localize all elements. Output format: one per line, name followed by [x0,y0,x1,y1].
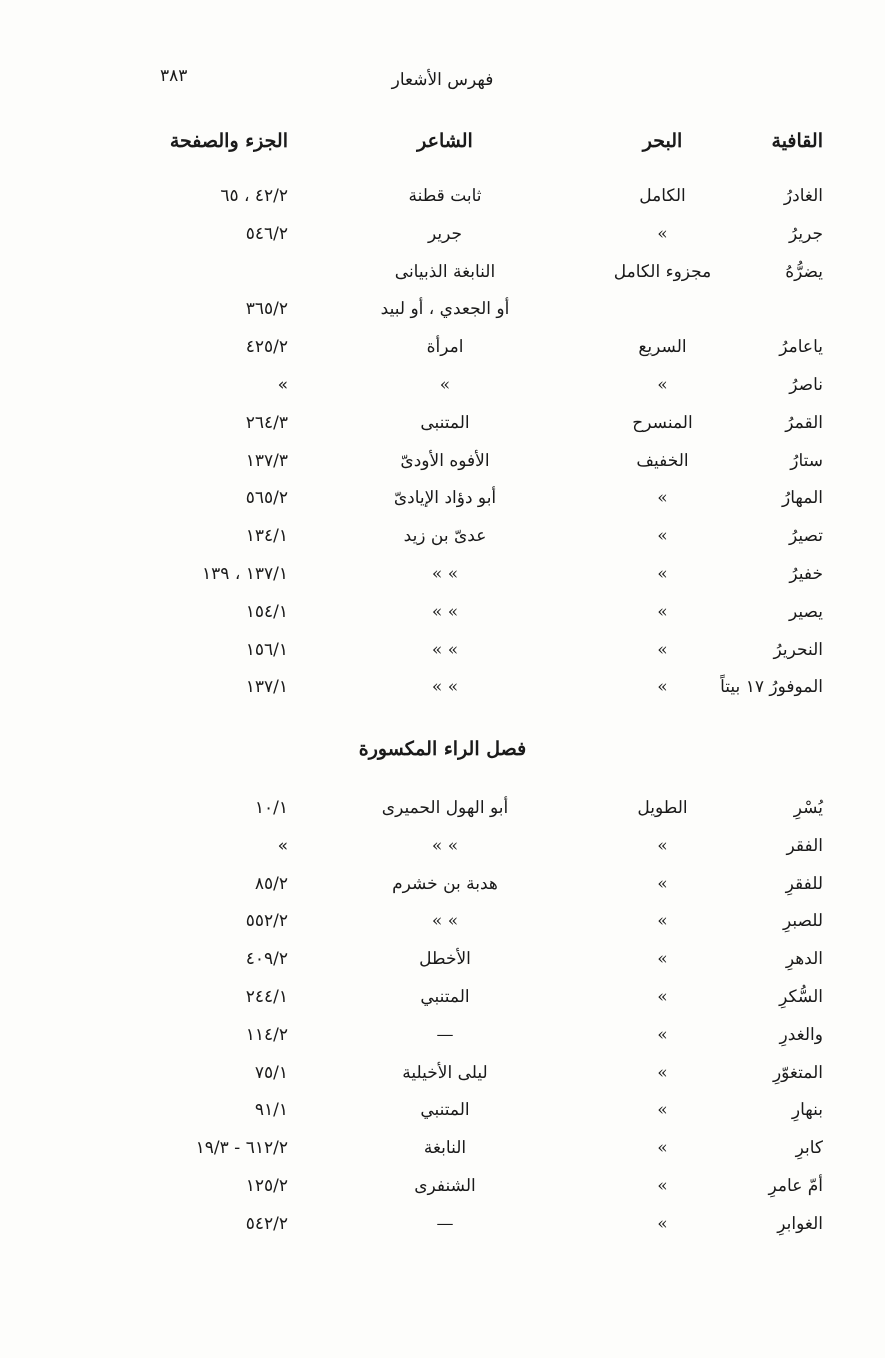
juz-cell: ٤٢٥/٢ [245,337,288,358]
table-row [0,488,885,518]
table-row [0,1063,885,1093]
qafia-cell: الغادرُ [783,186,823,206]
table-row [0,224,885,254]
shaer-cell: ثابت قطنة [408,186,482,206]
shaer-cell: عدىّ بن زيد [403,526,487,547]
shaer-cell: أو الجعدي ، أو لبيد [380,299,510,320]
juz-cell: ١٣٤/١ [245,526,288,547]
shaer-cell: » » [431,911,459,932]
running-head [0,66,885,96]
qafia-cell: للفقرِ [785,873,823,894]
shaer-cell: — [436,1024,454,1045]
shaer-cell: المتنبي [420,987,470,1007]
shaer-cell: » » [431,835,459,856]
bahr-cell: الخفيف [636,450,689,471]
juz-cell: » [277,835,288,856]
table-row [0,677,885,707]
shaer-cell: » » [431,677,459,698]
bahr-cell: الطويل [637,798,688,818]
bahr-cell: المنسرح [632,412,693,433]
juz-cell: ٢٦٤/٣ [245,412,288,433]
qafia-cell: خفيرُ [789,564,823,584]
shaer-cell: امرأة [426,337,464,358]
table-row [0,1214,885,1244]
bahr-cell: » [657,1176,668,1196]
juz-cell: ٥٤٦/٢ [245,223,288,244]
qafia-cell: ناصرُ [789,375,823,395]
table-row [0,262,885,292]
juz-cell: ٢٤٤/١ [245,987,288,1007]
shaer-cell: هدبة بن خشرم [392,873,498,894]
shaer-cell: النابغة الذبيانى [394,261,496,282]
qafia-cell: القمرُ [785,412,823,433]
table-row [0,640,885,670]
juz-cell: ١٣٧/١ ، ١٣٩ [202,564,288,584]
bahr-cell: » [657,601,668,622]
qafia-cell: ياعامرُ [779,337,823,358]
shaer-cell: النابغة [423,1138,467,1159]
table-row [0,1138,885,1168]
shaer-cell: المتنبي [420,1100,470,1121]
table-row [0,1176,885,1206]
table-row [0,602,885,632]
juz-cell: ١١٤/٢ [245,1024,288,1045]
column-header-shaer: الشاعر [417,130,473,152]
table-row [0,949,885,979]
page-heading: فهرس الأشعار [391,70,494,90]
juz-cell: ١٣٧/١ [245,677,288,698]
juz-cell: ٥٥٢/٢ [245,911,288,932]
qafia-cell: أمّ عامرِ [768,1176,823,1196]
shaer-cell: جرير [428,223,462,244]
bahr-cell: » [657,1100,668,1121]
bahr-cell: » [657,949,668,970]
table-row [0,413,885,443]
qafia-cell: بنهارِ [791,1100,823,1121]
shaer-cell: ليلى الأخيلية [402,1062,488,1083]
bahr-cell: » [657,639,668,660]
qafia-cell: السُّكرِ [779,987,823,1007]
bahr-cell: » [657,488,668,509]
table-row [0,1025,885,1055]
shaer-cell: المتنبى [420,412,470,433]
juz-cell: ٨٥/٢ [254,873,288,894]
bahr-cell: » [657,873,668,894]
table-row [0,564,885,594]
bahr-cell: مجزوء الكامل [613,261,712,282]
juz-cell: ٦١٢/٢ - ١٩/٣ [195,1138,288,1159]
qafia-cell: الغوابرِ [777,1213,823,1234]
bahr-cell: » [657,564,668,584]
juz-cell: ١٥٤/١ [245,601,288,622]
bahr-cell: » [657,1138,668,1159]
bahr-cell: السريع [638,337,687,358]
table-row [0,186,885,216]
juz-cell: ٩١/١ [254,1100,288,1121]
juz-cell: ٤٢/٢ ، ٦٥ [220,186,288,206]
bahr-cell: » [657,223,668,244]
qafia-cell: تصيرُ [789,526,823,547]
qafia-cell: جريرُ [789,223,823,244]
shaer-cell: الشنفرى [414,1176,476,1196]
table-row [0,375,885,405]
qafia-cell: الدهرِ [785,949,823,970]
qafia-cell: يُسْرِ [793,798,823,818]
table-row [0,836,885,866]
bahr-cell: الكامل [639,186,686,206]
table-row [0,874,885,904]
qafia-cell: كابرِ [795,1138,823,1159]
qafia-cell: يضرُّهُ [785,261,823,282]
bahr-cell: » [657,526,668,547]
bahr-cell: » [657,375,668,395]
qafia-cell: للصبرِ [782,911,823,932]
bahr-cell: » [657,1062,668,1083]
section-title: فصل الراء المكسورة [358,738,527,760]
page-number: ٣٨٣ [160,66,188,86]
table-row [0,337,885,367]
qafia-cell: والغدرِ [779,1024,823,1045]
juz-cell: » [277,375,288,395]
column-header-juz: الجزء والصفحة [169,130,288,152]
table-row [0,526,885,556]
juz-cell: ٥٤٢/٢ [245,1213,288,1234]
table-row [0,987,885,1017]
bahr-cell: » [657,1213,668,1234]
qafia-cell: الموفورُ ١٧ بيتاً [720,677,823,698]
column-header-qafia: القافية [771,130,823,152]
column-headers [0,130,885,164]
qafia-cell: يصير [789,601,823,622]
juz-cell: ٣٦٥/٢ [245,299,288,320]
table-row [0,451,885,481]
table-row [0,798,885,828]
table-row [0,1100,885,1130]
shaer-cell: الأخطل [419,949,471,970]
juz-cell: ٤٠٩/٢ [245,949,288,970]
juz-cell: ١٥٦/١ [245,639,288,660]
qafia-cell: المهارُ [782,488,823,509]
column-header-bahr: البحر [642,130,683,152]
bahr-cell: » [657,987,668,1007]
shaer-cell: أبو الهول الحميرى [381,798,509,818]
qafia-cell: المتغوّرِ [772,1062,823,1083]
bahr-cell: » [657,677,668,698]
shaer-cell: أبو دؤاد الإيادىّ [393,488,497,509]
bahr-cell: » [657,1024,668,1045]
shaer-cell: » » [431,639,459,660]
bahr-cell: » [657,835,668,856]
shaer-cell: — [436,1213,454,1234]
juz-cell: ١٢٥/٢ [245,1176,288,1196]
table-row [0,299,885,329]
qafia-cell: النحريرُ [773,639,823,660]
qafia-cell: ستارُ [790,450,823,471]
shaer-cell: » » [431,601,459,622]
bahr-cell: » [657,911,668,932]
qafia-cell: الفقر [786,835,823,856]
shaer-cell: » [439,375,451,395]
shaer-cell: الأفوه الأودىّ [400,450,490,471]
table-row [0,911,885,941]
juz-cell: ٧٥/١ [254,1062,288,1083]
juz-cell: ١٠/١ [254,798,288,818]
shaer-cell: » » [431,564,459,584]
juz-cell: ٥٦٥/٢ [245,488,288,509]
juz-cell: ١٣٧/٣ [245,450,288,471]
